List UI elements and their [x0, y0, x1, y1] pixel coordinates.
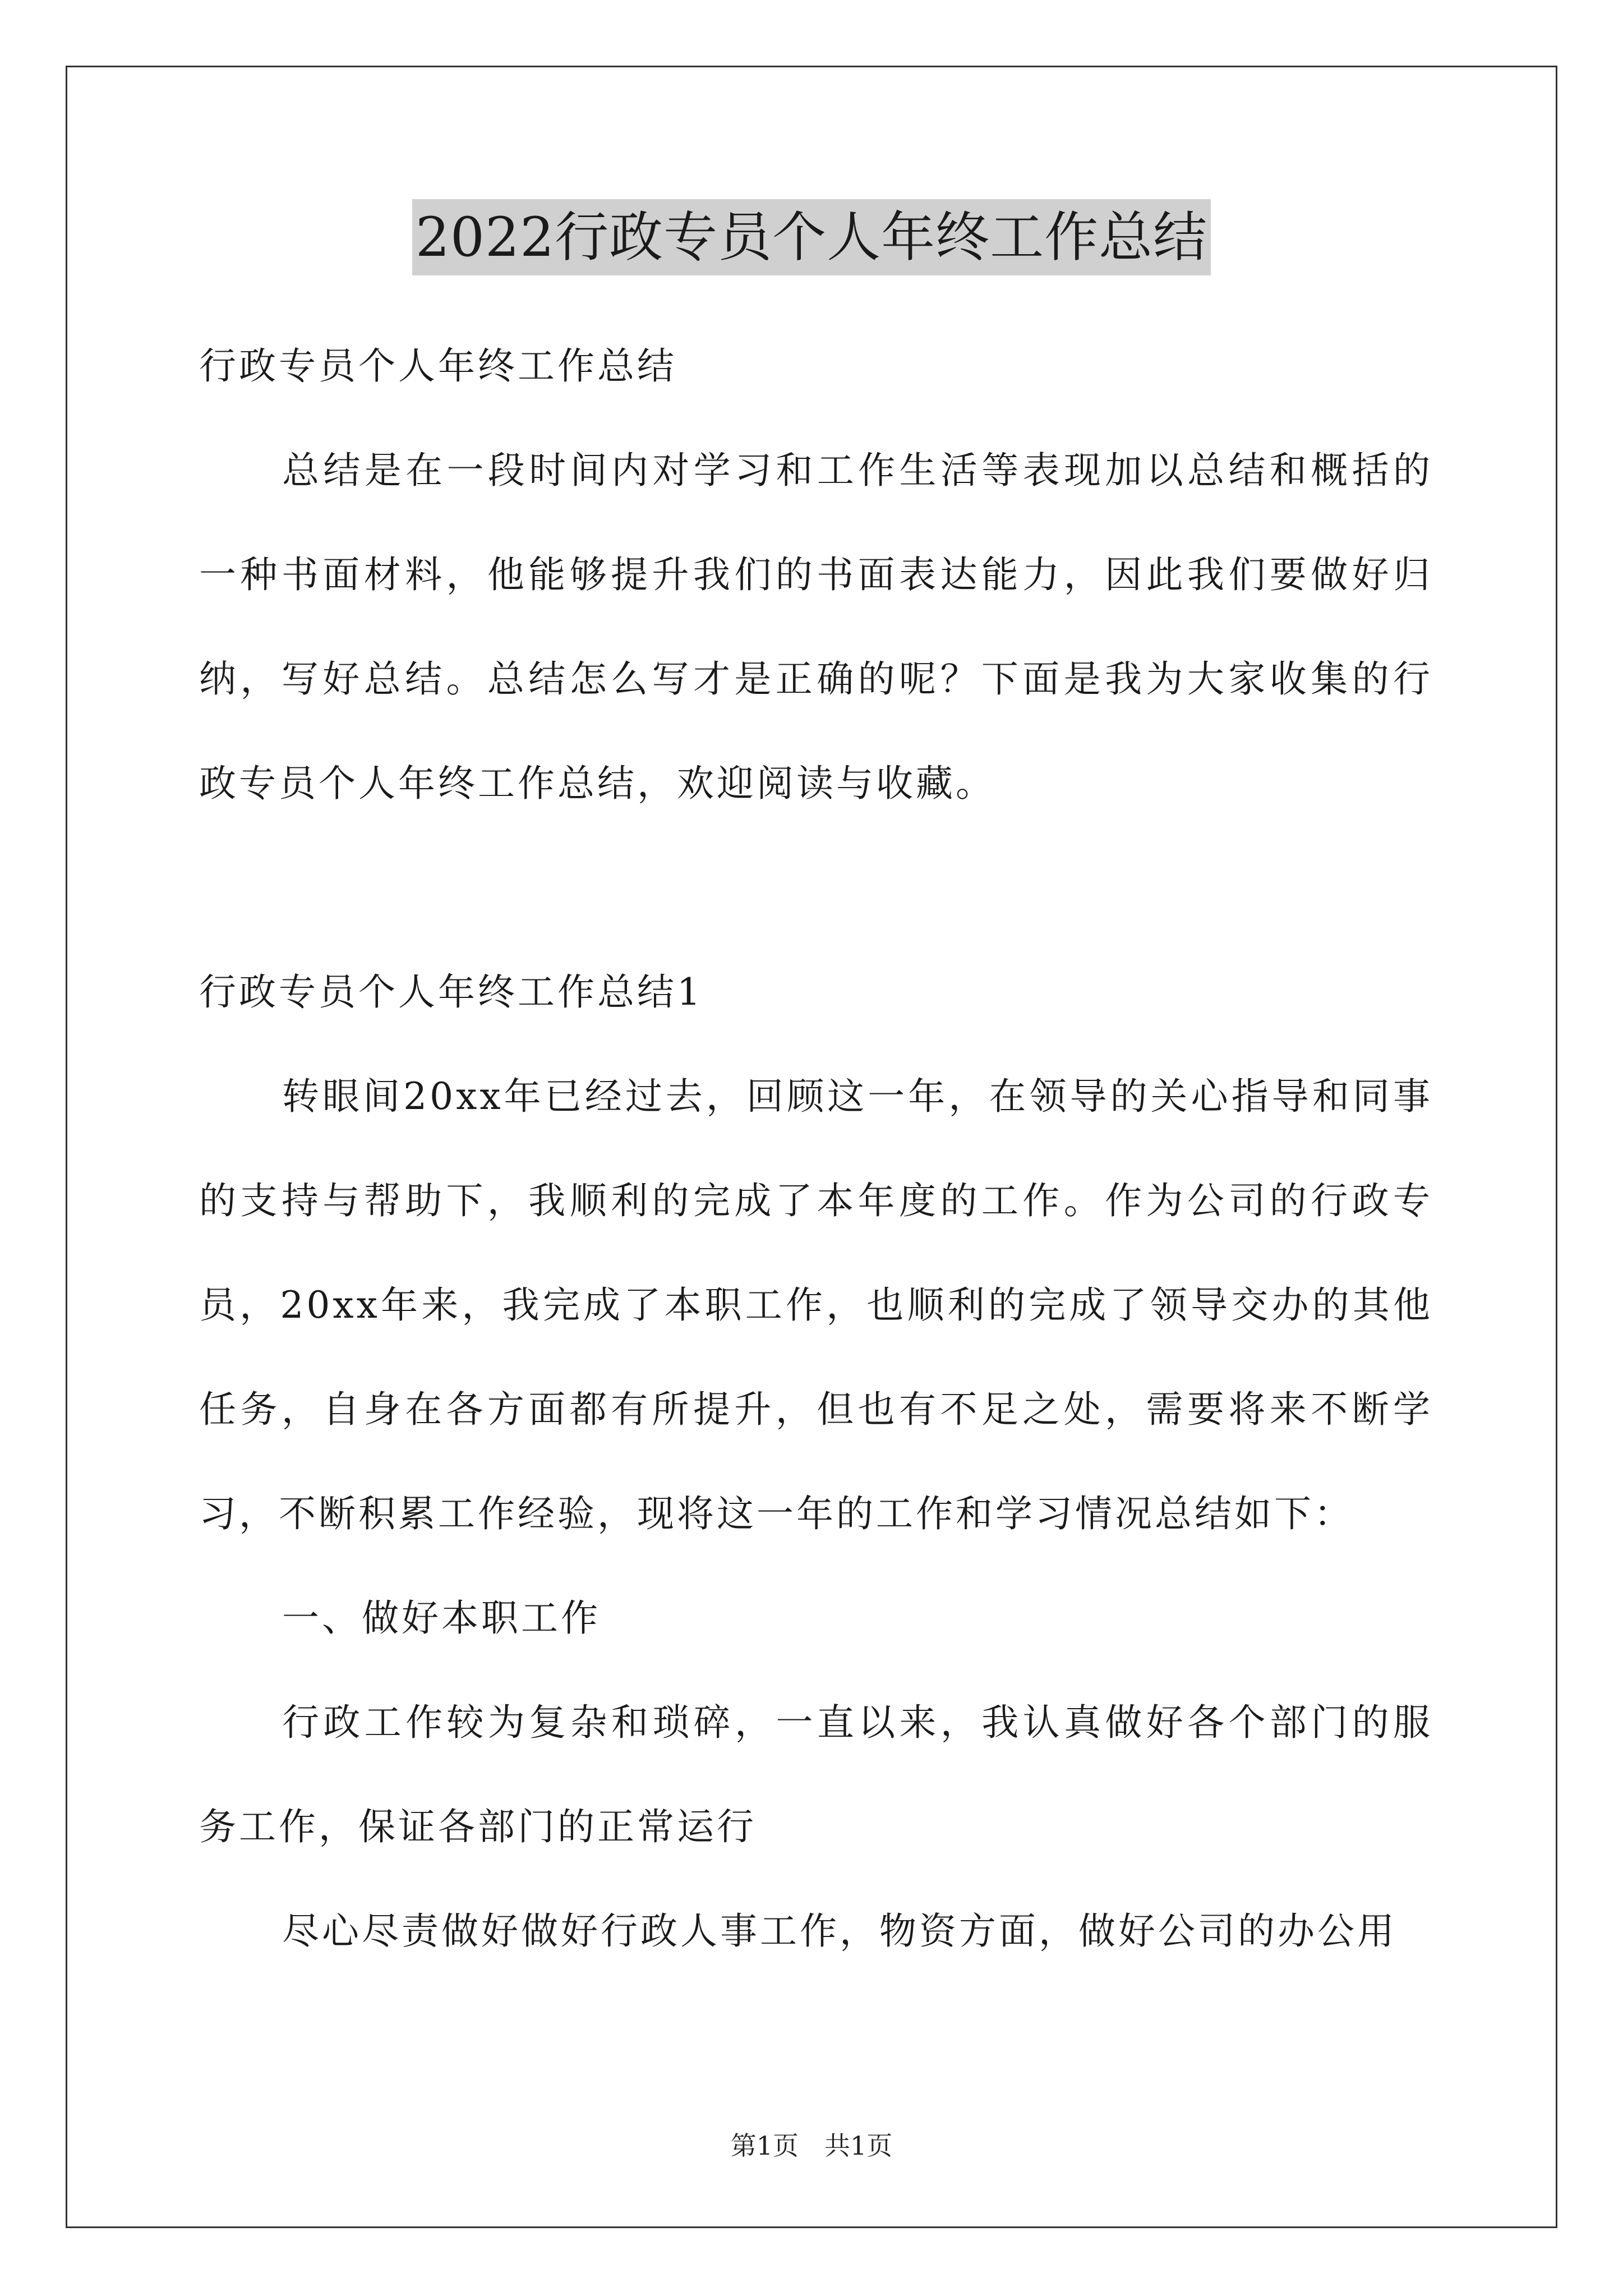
- page-footer: 第1页 共1页: [730, 2131, 893, 2161]
- subtitle: 行政专员个人年终工作总结: [199, 344, 677, 388]
- paragraph-review: 转眼间20xx年已经过去，回顾这一年，在领导的关心指导和同事的支持与帮助下，我顺利的完成了本年度的工作。作为公司的行政专员，20xx年来，我完成了本职工作，也顺利的完成了领导交办的其他任务，自身在各方面都有所提升，但也有不足之处，需要将来不断学习，不断积累工作经验，现将这一年的工作和学习情况总结如下：: [199, 1075, 1433, 1535]
- section-item-heading: 一、做好本职工作: [282, 1596, 601, 1640]
- title-container: [0, 199, 1623, 275]
- spacer: [199, 836, 1433, 940]
- document-body: [199, 314, 1433, 1984]
- document-title: 2022行政专员个人年终工作总结: [412, 199, 1211, 275]
- intro-paragraph: 总结是在一段时间内对学习和工作生活等表现加以总结和概括的一种书面材料，他能够提升我们的书面表达能力，因此我们要做好归纳，写好总结。总结怎么写才是正确的呢？下面是我为大家收集的行政专员个人年终工作总结，欢迎阅读与收藏。: [199, 449, 1433, 805]
- section-heading-1: 行政专员个人年终工作总结1: [199, 970, 703, 1014]
- paragraph-duties: 尽心尽责做好做好行政人事工作，物资方面，做好公司的办公用: [282, 1910, 1397, 1953]
- paragraph-admin-work: 行政工作较为复杂和琐碎，一直以来，我认真做好各个部门的服务工作，保证各部门的正常运行: [199, 1701, 1433, 1848]
